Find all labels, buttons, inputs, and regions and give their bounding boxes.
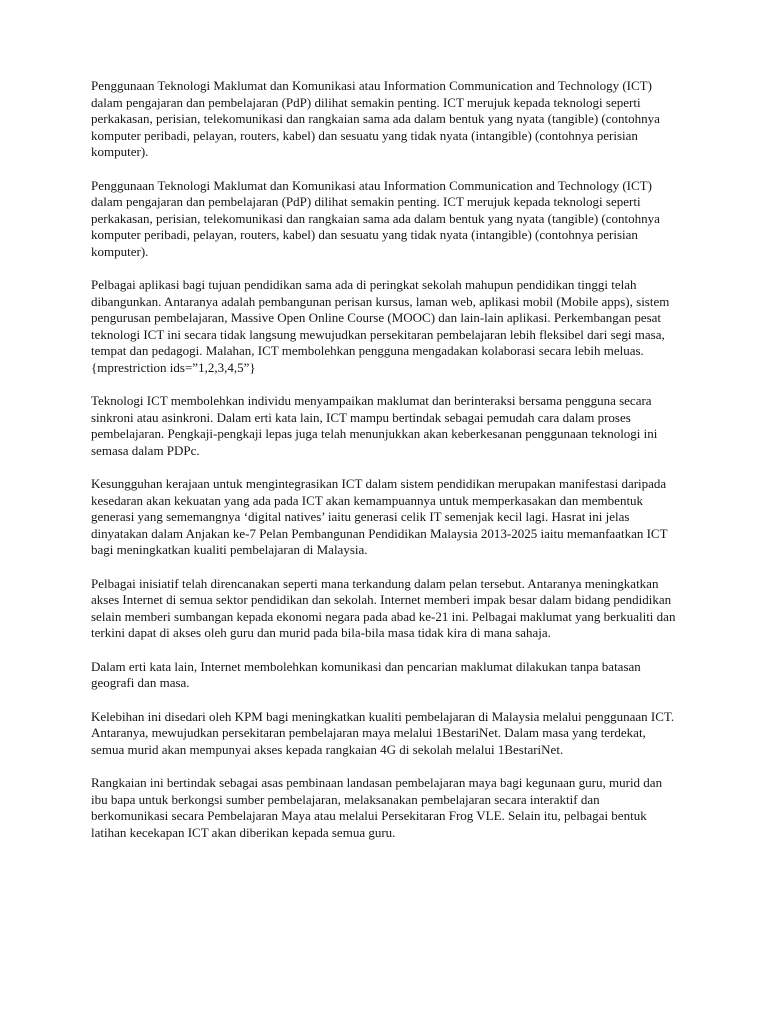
paragraph-5: Kesungguhan kerajaan untuk mengintegrasikan ICT dalam sistem pendidikan merupakan manifestasi daripada kesedaran akan kekuatan yang ada pada ICT akan kemampuannya untuk memperkasakan dan membentuk generasi yang sememangnya ‘digital natives’ iaitu generasi celik IT semenjak kecil lagi. Hasrat ini jelas dinyatakan dalam Anjakan ke-7 Pelan Pembangunan Pendidikan Malaysia 2013-2025 iaitu memanfaatkan ICT bagi meningkatkan kualiti pembelajaran di Malaysia. (91, 476, 668, 557)
paragraph-6: Pelbagai inisiatif telah direncanakan seperti mana terkandung dalam pelan tersebut. Antaranya meningkatkan akses Internet di semua sektor pendidikan dan sekolah. Internet memberi impak besar dalam bidang pendidikan selain memberi sumbangan kepada ekonomi negara pada abad ke-21 ini. Pelbagai maklumat yang berkualiti dan terkini dapat di akses oleh guru dan murid pada bila-bila masa tidak kira di mana sahaja. (91, 575, 676, 640)
paragraph-8: Kelebihan ini disedari oleh KPM bagi meningkatkan kualiti pembelajaran di Malaysia melalui penggunaan ICT. Antaranya, mewujudkan persekitaran pembelajaran maya melalui 1BestariNet. Dalam masa yang terdekat, semua murid akan mempunyai akses kepada rangkaian 4G di sekolah melalui 1BestariNet. (91, 708, 675, 757)
paragraph-1: Penggunaan Teknologi Maklumat dan Komunikasi atau Information Communication and Technology (ICT) dalam pengajaran dan pembelajaran (PdP) dilihat semakin penting. ICT merujuk kepada teknologi seperti perkakasan, perisian, telekomunikasi dan rangkaian sama ada dalam bentuk yang nyata (tangible) (contohnya komputer peribadi, pelayan, routers, kabel) dan sesuatu yang tidak nyata (intangible) (contohnya perisian komputer). (91, 78, 660, 159)
paragraph-9: Rangkaian ini bertindak sebagai asas pembinaan landasan pembelajaran maya bagi kegunaan guru, murid dan ibu bapa untuk berkongsi sumber pembelajaran, melaksanakan pembelajaran secara interaktif dan berkomunikasi secara Pembelajaran Maya atau melalui Persekitaran Frog VLE. Selain itu, pelbagai bentuk latihan kecekapan ICT akan diberikan kepada semua guru. (91, 775, 663, 840)
paragraph-4: Teknologi ICT membolehkan individu menyampaikan maklumat dan berinteraksi bersama pengguna secara sinkroni atau asinkroni. Dalam erti kata lain, ICT mampu bertindak sebagai pemudah cara dalam proses pembelajaran. Pengkaji-pengkaji lepas juga telah menunjukkan akan keberkesanan penggunaan teknologi ini semasa dalam PDPc. (91, 393, 658, 458)
paragraph-7: Dalam erti kata lain, Internet membolehkan komunikasi dan pencarian maklumat dilakukan tanpa batasan geografi dan masa. (91, 658, 641, 690)
paragraph-2: Penggunaan Teknologi Maklumat dan Komunikasi atau Information Communication and Technology (ICT) dalam pengajaran dan pembelajaran (PdP) dilihat semakin penting. ICT merujuk kepada teknologi seperti perkakasan, perisian, telekomunikasi dan rangkaian sama ada dalam bentuk yang nyata (tangible) (contohnya komputer peribadi, pelayan, routers, kabel) dan sesuatu yang tidak nyata (intangible) (contohnya perisian komputer). (91, 177, 660, 259)
paragraph-3: Pelbagai aplikasi bagi tujuan pendidikan sama ada di peringkat sekolah mahupun pendidikan tinggi telah dibangunkan. Antaranya adalah pembangunan perisan kursus, laman web, aplikasi mobil (Mobile apps), sistem pengurusan pembelajaran, Massive Open Online Course (MOOC) dan lain-lain aplikasi. Perkembangan pesat teknologi ICT ini secara tidak langsung mewujudkan persekitaran pembelajaran lebih fleksibel dari segi masa, tempat dan pedagogi. Malahan, ICT membolehkan pengguna mengadakan kolaborasi secara lebih meluas. {mprestriction ids=”1,2,3,4,5”} (91, 277, 670, 375)
